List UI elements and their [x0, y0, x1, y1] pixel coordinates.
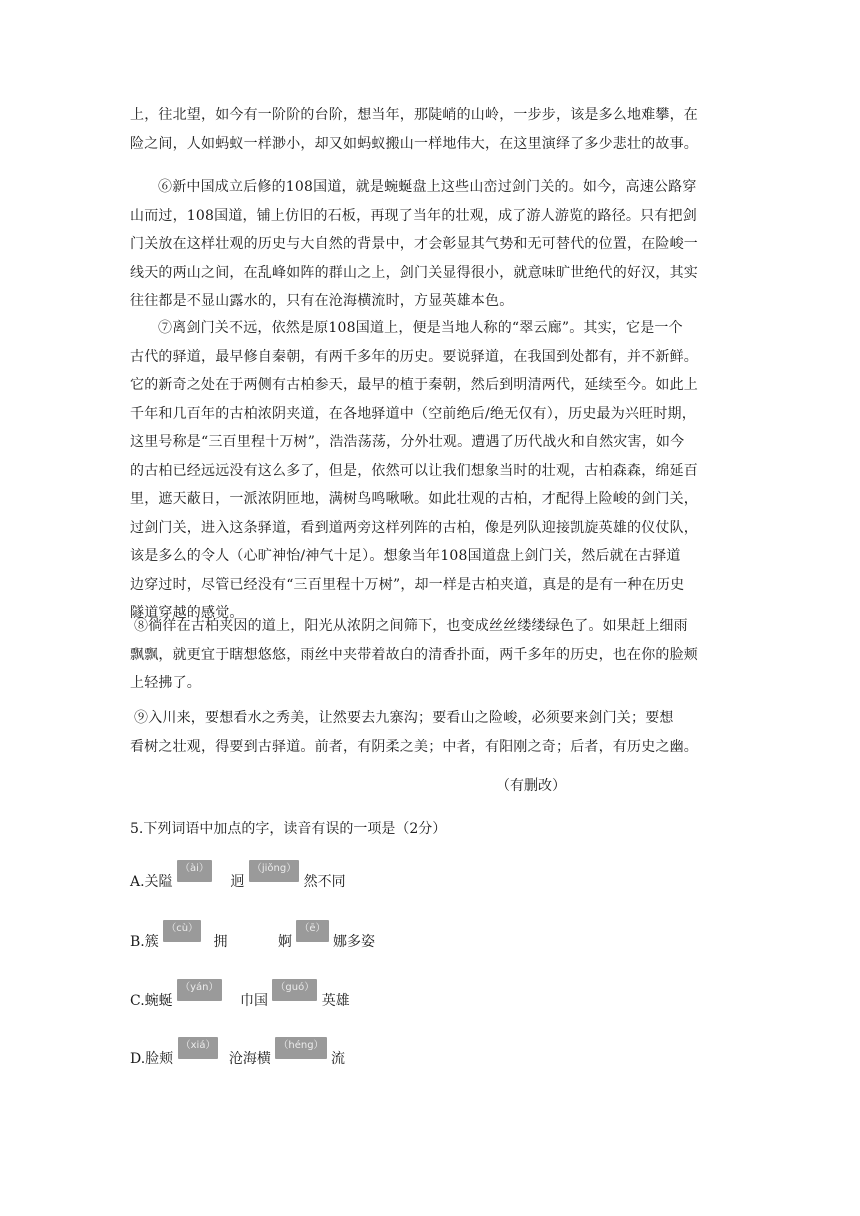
text-line: 这里号称是“三百里程十万树”，浩浩荡荡，分外壮观。遭遇了历代战火和自然灾害，如今 [130, 434, 685, 450]
text-line: 险之间，人如蚂蚁一样渺小，却又如蚂蚁搬山一样地伟大，在这里演绎了多少悲壮的故事。 [130, 135, 698, 152]
option-text: 拥 [213, 934, 228, 950]
source-note: （有删改） [496, 778, 566, 794]
question-5: 5.下列词语中加点的字，读音有误的一项是（2分） [130, 821, 447, 837]
option-label: B.簇 [130, 934, 159, 950]
text-line: ⑥新中国成立后修的108国道，就是蜿蜒盘上这些山峦过剑门关的。如今，高速公路穿 [158, 179, 697, 195]
text-line: 门关放在这样壮观的历史与大自然的背景中，才会彰显其气势和无可替代的位置，在险峻一 [130, 236, 698, 252]
option-a[interactable] [130, 863, 346, 896]
option-d[interactable] [130, 1040, 346, 1073]
paragraph-8 [130, 612, 730, 698]
text-line: 过剑门关，进入这条驿道，看到道两旁这样列阵的古柏，像是列队迎接凯旋英雄的仪仗队， [130, 519, 698, 536]
text-line: 的古柏已经远远没有这么多了，但是，依然可以让我们想象当时的壮观，古柏森森，绵延百 [130, 462, 698, 479]
text-line: 古代的驿道，最早修自秦朝，有两千多年的历史。要说驿道，在我国到处都有，并不新鲜。 [130, 348, 698, 365]
option-text: 迥 [230, 874, 245, 890]
text-line: 往往都是不显山露水的，只有在沧海横流时，方显英雄本色。 [130, 293, 514, 309]
option-b[interactable] [130, 923, 376, 956]
pinyin-box: （guó） [272, 979, 317, 1001]
pinyin-box: （héng） [275, 1037, 326, 1059]
pinyin-box: （ē） [296, 920, 328, 942]
text-line: 山而过，108国道，铺上仿旧的石板，再现了当年的壮观，成了游人游览的路径。只有把剑 [130, 207, 697, 224]
text-line: 飘飘，就更宜于瞎想悠悠，雨丝中夹带着故白的清香扑面，两千多年的历史，也在你的脸颊 [130, 646, 698, 663]
option-text: 沧海横 [228, 1051, 271, 1067]
text-line: 它的新奇之处在于两侧有古柏参天，最早的植于秦朝，然后到明清两代，延续至今。如此上 [130, 377, 698, 393]
paragraph-6 [130, 173, 730, 316]
text-line: 里，遮天蔽日，一派浓阴匝地，满树鸟鸣啾啾。如此壮观的古柏，才配得上险峻的剑门关， [130, 491, 698, 507]
text-line: ⑧徜徉在古柏夹因的道上，阳光从浓阴之间筛下，也变成丝丝缕缕绿色了。如果赶上细雨 [134, 618, 688, 634]
paragraph-7 [130, 314, 730, 628]
text-line: 上，往北望，如今有一阶阶的台阶，想当年，那陡峭的山岭，一步步，该是多么地难攀，在 [130, 107, 698, 123]
option-text: 然不同 [303, 874, 346, 890]
paragraph-5-continued [130, 101, 730, 158]
option-text: 巾国 [239, 993, 268, 1009]
text-line: ⑨入川来，要想看水之秀美，让然要去九寨沟；要看山之险峻，必须要来剑门关；要想 [134, 710, 674, 726]
option-label: A.关隘 [130, 874, 173, 890]
option-text: 婀 [277, 934, 292, 950]
option-text: 英雄 [321, 993, 350, 1009]
option-text: 流 [331, 1051, 346, 1067]
text-line: 千年和几百年的古柏浓阴夹道，在各地驿道中（空前绝后/绝无仅有），历史最为兴旺时期， [130, 405, 696, 422]
pinyin-box: （yán） [177, 979, 221, 1001]
text-line: 看树之壮观，得要到古驿道。前者，有阴柔之美；中者，有阳刚之奇；后者，有历史之幽。 [130, 738, 698, 755]
option-label: D.脸颊 [130, 1051, 174, 1067]
option-text: 娜多姿 [333, 934, 376, 950]
text-line: 线天的两山之间，在乱峰如阵的群山之上，剑门关显得很小，就意味旷世绝代的好汉，其实 [130, 264, 698, 281]
text-line: 该是多么的令人（心旷神怡/神气十足）。想象当年108国道盘上剑门关，然后就在古驿道 [130, 548, 681, 564]
pinyin-box: （xiá） [178, 1037, 219, 1059]
option-label: C.蜿蜒 [130, 993, 173, 1009]
text-line: 边穿过时，尽管已经没有“三百里程十万树”，却一样是古柏夹道，真是的是有一种在历史 [130, 576, 685, 593]
pinyin-box: （jiǒng） [249, 860, 299, 882]
paragraph-9 [130, 704, 730, 761]
option-c[interactable] [130, 982, 350, 1015]
pinyin-box: （ài） [177, 860, 212, 882]
text-line: ⑦离剑门关不远，依然是原108国道上，便是当地人称的“翠云廊”。其实，它是一个 [158, 320, 683, 336]
pinyin-box: （cù） [163, 920, 201, 942]
text-line: 上轻拂了。 [130, 675, 201, 691]
text-line: 隧道穿越的感觉。 [130, 605, 244, 621]
